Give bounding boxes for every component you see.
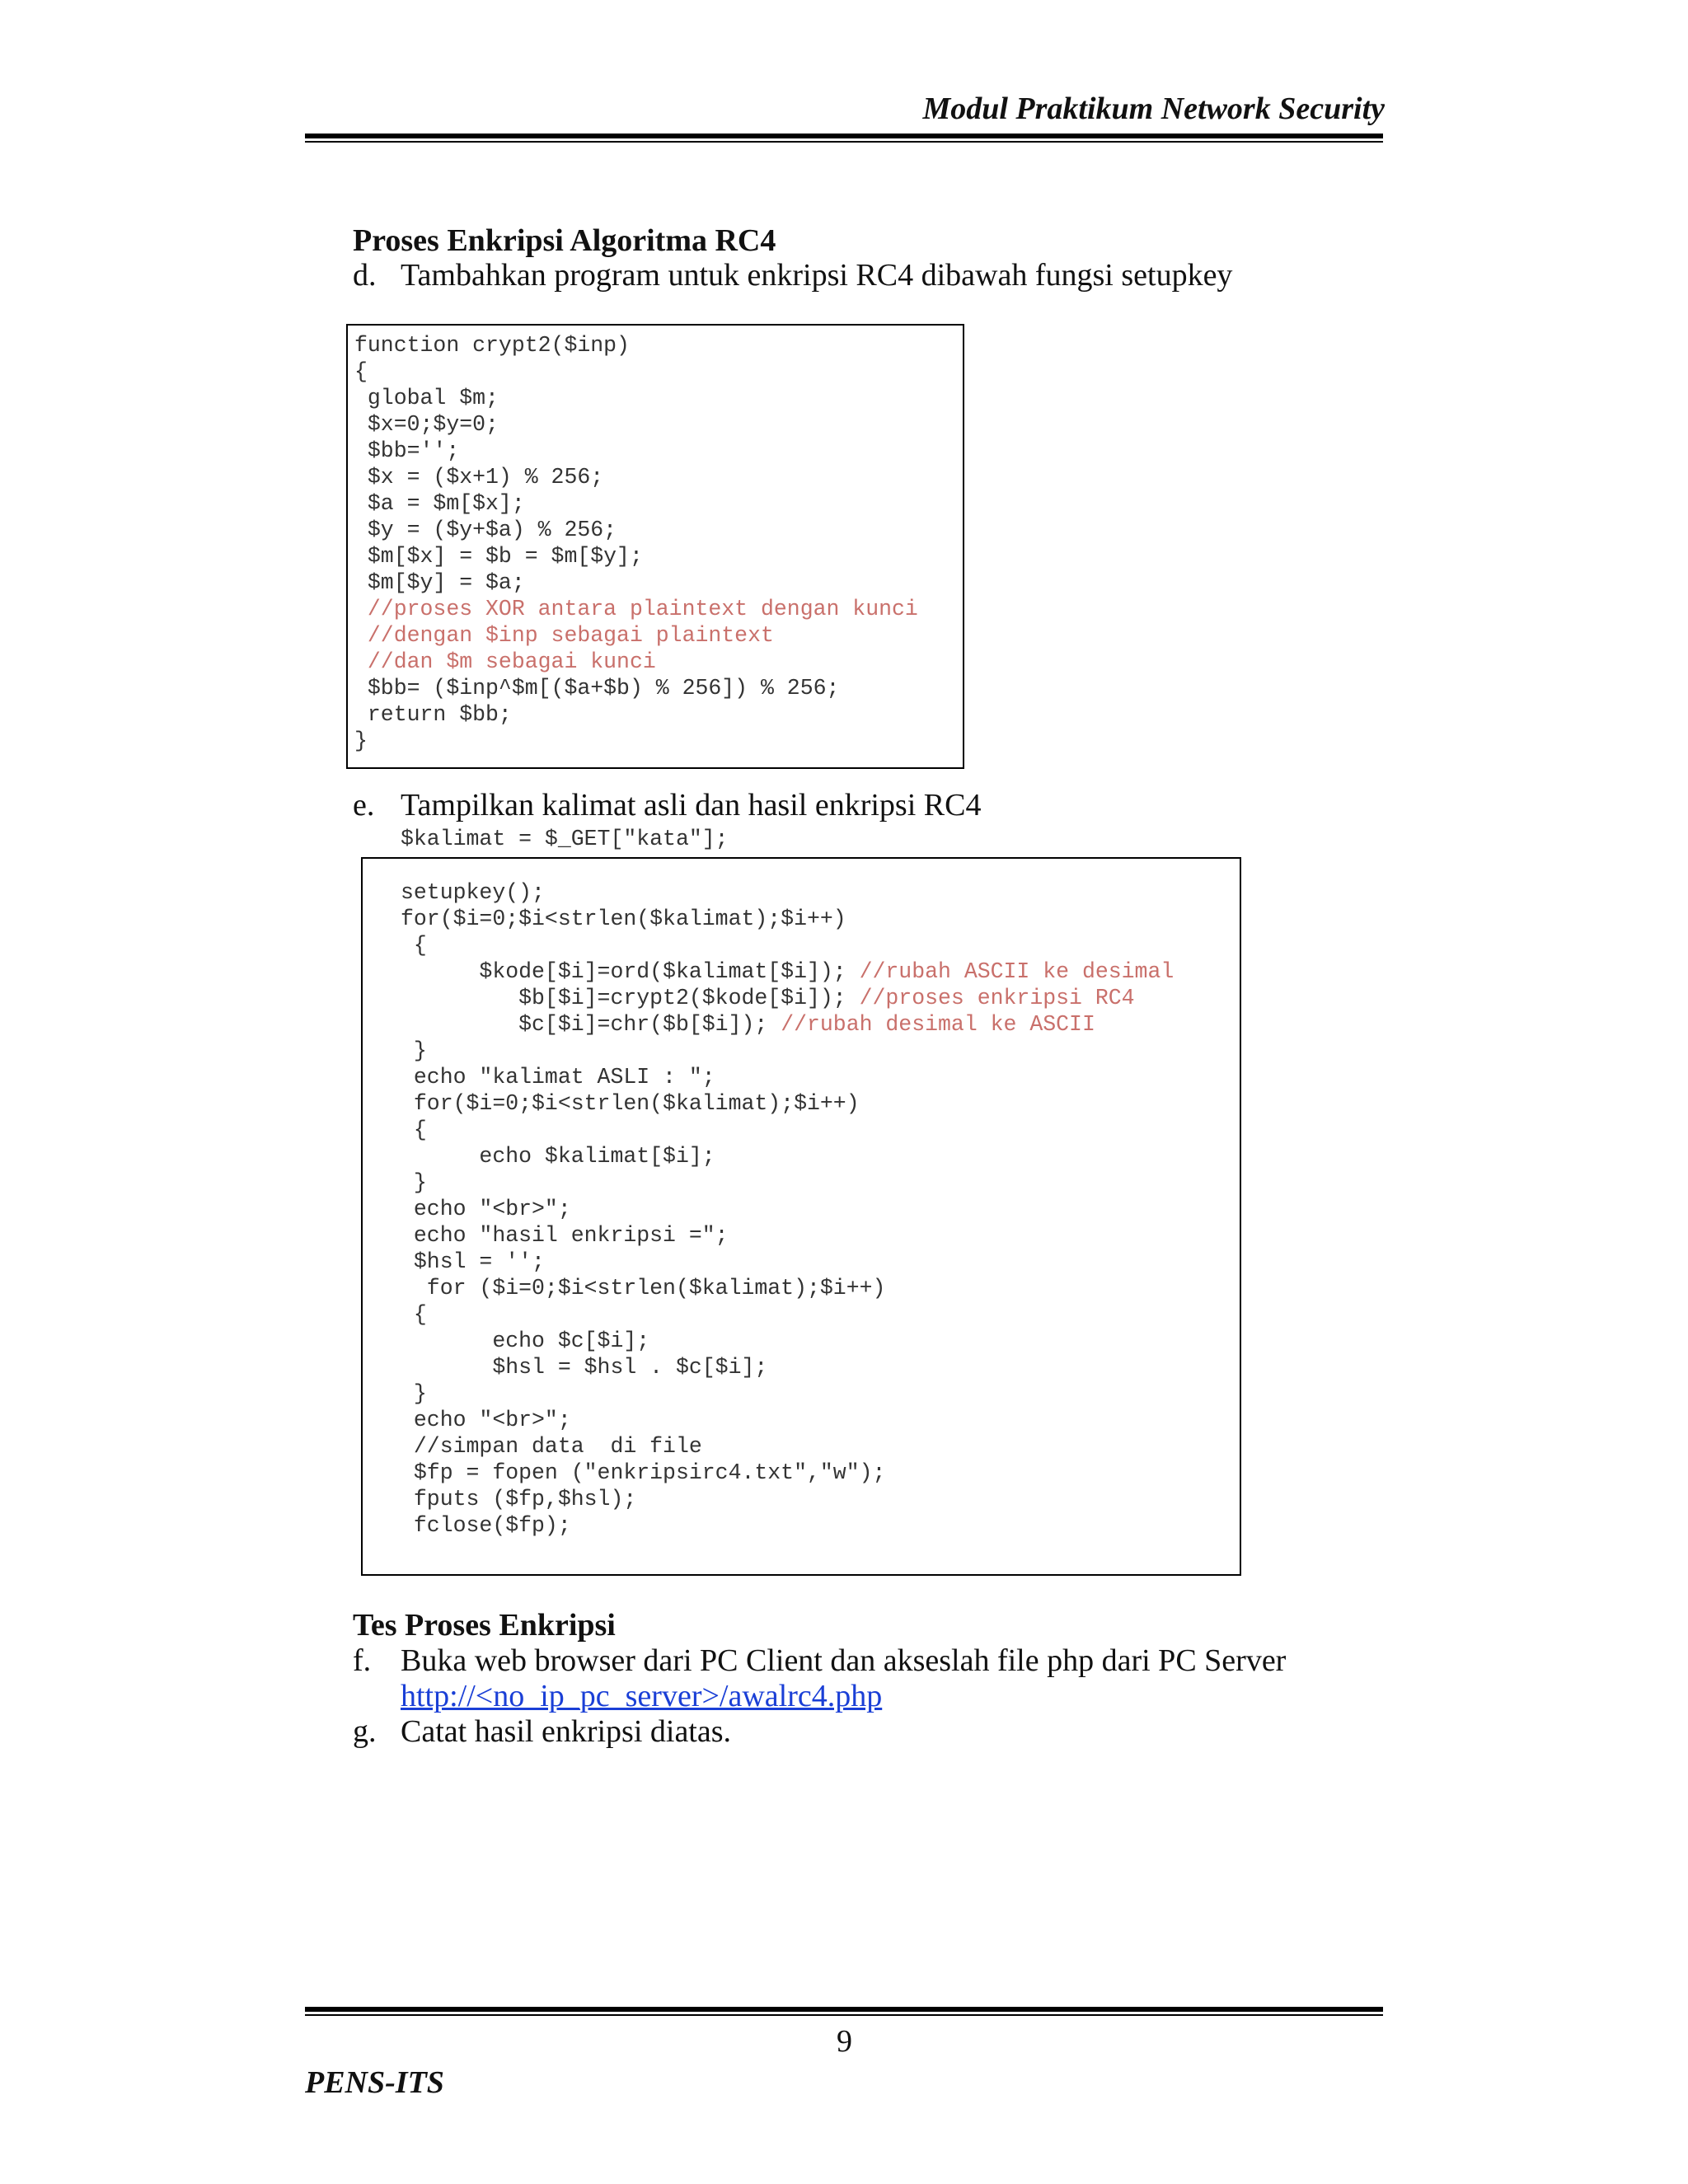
code-line: $a = $m[$x]; xyxy=(354,491,525,516)
code-line: $bb= ($inp^$m[($a+$b) % 256]) % 256; xyxy=(354,676,840,701)
code-line: } xyxy=(401,1381,427,1406)
item-g-text: Catat hasil enkripsi diatas. xyxy=(401,1714,732,1749)
code-line: $hsl = ''; xyxy=(401,1249,545,1274)
code-comment: //rubah ASCII ke desimal xyxy=(859,959,1175,984)
code-comment: //proses XOR antara plaintext dengan kunci xyxy=(354,597,918,621)
code-line: $fp = fopen ("enkripsirc4.txt","w"); xyxy=(401,1460,886,1485)
section-heading-tes: Tes Proses Enkripsi xyxy=(353,1608,616,1643)
header-rule xyxy=(305,134,1383,143)
code-comment: //dengan $inp sebagai plaintext xyxy=(354,623,774,648)
code-block-main xyxy=(361,857,1241,1576)
code-line: //simpan data di file xyxy=(401,1434,702,1459)
item-d-text: Tambahkan program untuk enkripsi RC4 dibawah fungsi setupkey xyxy=(401,258,1233,293)
code-line: fputs ($fp,$hsl); xyxy=(401,1487,637,1511)
item-f-marker: f. xyxy=(353,1643,372,1678)
item-f xyxy=(353,1643,1286,1679)
code-line: for($i=0;$i<strlen($kalimat);$i++) xyxy=(401,907,846,931)
code-line: fclose($fp); xyxy=(401,1513,571,1538)
server-url-link[interactable]: http://<no_ip_pc_server>/awalrc4.php xyxy=(401,1679,883,1713)
item-g-marker: g. xyxy=(353,1714,377,1749)
code-line: $x=0;$y=0; xyxy=(354,412,499,437)
kalimat-assignment: $kalimat = $_GET["kata"]; xyxy=(401,827,729,851)
code-line: setupkey(); xyxy=(401,880,545,905)
code-line: { xyxy=(401,933,427,958)
header-title: Modul Praktikum Network Security xyxy=(922,91,1385,126)
code-line: echo "hasil enkripsi ="; xyxy=(401,1223,729,1248)
code-line: { xyxy=(401,1118,427,1142)
code-line: echo "kalimat ASLI : "; xyxy=(401,1065,715,1090)
footer-institution: PENS-ITS xyxy=(305,2065,444,2100)
code-line: echo $c[$i]; xyxy=(401,1329,650,1353)
item-f-text: Buka web browser dari PC Client dan akseslah file php dari PC Server xyxy=(401,1643,1287,1678)
code-comment: //rubah desimal ke ASCII xyxy=(781,1012,1095,1037)
code-line: $x = ($x+1) % 256; xyxy=(354,465,604,490)
code-line: { xyxy=(401,1302,427,1327)
code-line: $bb=''; xyxy=(354,438,460,463)
code-line: function crypt2($inp) xyxy=(354,333,630,358)
item-e-marker: e. xyxy=(353,788,375,823)
code-line: for($i=0;$i<strlen($kalimat);$i++) xyxy=(401,1091,860,1116)
code-line: $m[$x] = $b = $m[$y]; xyxy=(354,544,643,569)
item-d xyxy=(353,257,1232,293)
code-line: $b[$i]=crypt2($kode[$i]); //proses enkripsi RC4 xyxy=(401,986,1135,1010)
code-line: $m[$y] = $a; xyxy=(354,570,525,595)
code-line: $y = ($y+$a) % 256; xyxy=(354,518,617,542)
code-line: $kode[$i]=ord($kalimat[$i]); //rubah ASCII ke desimal xyxy=(401,959,1175,984)
item-d-marker: d. xyxy=(353,258,377,293)
item-e xyxy=(353,787,981,823)
section-heading-enkripsi: Proses Enkripsi Algoritma RC4 xyxy=(353,223,776,258)
code-line: $c[$i]=chr($b[$i]); //rubah desimal ke ASCII xyxy=(401,1012,1095,1037)
code-line: echo $kalimat[$i]; xyxy=(401,1144,715,1169)
code-line: } xyxy=(401,1038,427,1063)
code-line: echo "<br>"; xyxy=(401,1197,571,1221)
code-block-crypt2 xyxy=(346,324,964,769)
code-line: } xyxy=(354,729,368,753)
code-line: return $bb; xyxy=(354,702,512,727)
code-line: for ($i=0;$i<strlen($kalimat);$i++) xyxy=(401,1276,886,1301)
page-number: 9 xyxy=(837,2024,852,2059)
item-g xyxy=(353,1713,731,1750)
item-e-text: Tampilkan kalimat asli dan hasil enkripsi RC4 xyxy=(401,788,982,823)
code-line: $hsl = $hsl . $c[$i]; xyxy=(401,1355,768,1380)
footer-rule xyxy=(305,2007,1383,2016)
code-line: global $m; xyxy=(354,386,499,410)
code-line: } xyxy=(401,1170,427,1195)
code-comment: //proses enkripsi RC4 xyxy=(859,986,1135,1010)
code-comment: //dan $m sebagai kunci xyxy=(354,649,656,674)
code-line: { xyxy=(354,359,368,384)
code-line: echo "<br>"; xyxy=(401,1408,571,1432)
